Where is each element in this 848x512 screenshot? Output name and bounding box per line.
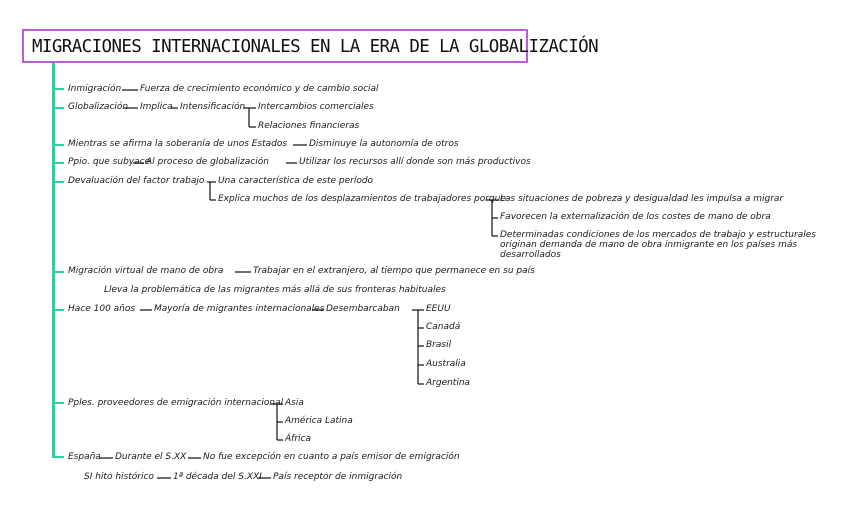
- node-virtual-desc: Trabajar en el extranjero, al tiempo que permanece en su país: [253, 266, 535, 276]
- node-dest-eeuu: EEUU: [426, 304, 451, 314]
- node-relaciones: Relaciones financieras: [258, 121, 360, 131]
- node-desembarcaban: Desembarcaban: [326, 304, 400, 314]
- node-implica: Implica: [140, 102, 173, 112]
- node-reason-externalizacion: Favorecen la externalización de los costes de mano de obra: [500, 212, 771, 222]
- node-proveedores: Pples. proveedores de emigración internacional: [68, 398, 284, 408]
- node-intensificacion: Intensificación: [180, 102, 246, 112]
- node-principio-mid: Al proceso de globalización: [146, 157, 269, 167]
- node-region-africa: África: [285, 434, 311, 444]
- node-hace-100: Hace 100 años: [68, 304, 136, 314]
- node-globalizacion: Globalización: [68, 102, 129, 112]
- node-principio: Ppio. que subyace: [68, 157, 151, 167]
- node-decada: 1ª década del S.XXI: [173, 472, 262, 482]
- node-hito: SI hito histórico: [84, 472, 154, 482]
- node-receptor: País receptor de inmigración: [273, 472, 403, 482]
- node-intercambios: Intercambios comerciales: [258, 102, 374, 112]
- node-region-america-latina: América Latina: [285, 416, 353, 426]
- node-caracteristica: Una característica de este período: [218, 176, 374, 186]
- node-soberania: Mientras se afirma la soberanía de unos Estados: [68, 139, 288, 149]
- node-dest-australia: Australia: [426, 359, 466, 369]
- node-virtual-line2: Lleva la problemática de las migrantes más allá de sus fronteras habituales: [104, 285, 446, 295]
- node-mayoria: Mayoría de migrantes internacionales: [154, 304, 325, 314]
- node-soberania-result: Disminuye la autonomía de otros: [309, 139, 459, 149]
- node-excepcion: No fue excepción en cuanto a país emisor de emigración: [203, 452, 460, 462]
- node-dest-argentina: Argentina: [426, 378, 471, 388]
- node-dest-canada: Canadá: [426, 322, 461, 332]
- node-inmigracion: Inmigración: [68, 84, 122, 94]
- node-reason-mercados: Determinadas condiciones de los mercados de trabajo y estructurales originan demanda de mano de obra inmigrante en los países más desarrollados: [500, 230, 816, 260]
- node-inmigracion-desc: Fuerza de crecimiento económico y de cambio social: [140, 84, 379, 94]
- page-title: MIGRACIONES INTERNACIONALES EN LA ERA DE LA GLOBALIZACIÓN: [32, 35, 599, 57]
- node-dest-brasil: Brasil: [426, 340, 452, 350]
- node-migracion-virtual: Migración virtual de mano de obra: [68, 266, 224, 276]
- node-durante: Durante el S.XX: [115, 452, 187, 462]
- node-region-asia: Asia: [285, 398, 304, 408]
- node-espana: España: [68, 452, 101, 462]
- node-explica: Explica muchos de los desplazamientos de trabajadores porque: [218, 194, 506, 204]
- node-reason-pobreza: Las situaciones de pobreza y desigualdad les impulsa a migrar: [500, 194, 784, 204]
- node-principio-end: Utilizar los recursos allí donde son más productivos: [299, 157, 531, 167]
- node-devaluacion: Devaluación del factor trabajo: [68, 176, 205, 186]
